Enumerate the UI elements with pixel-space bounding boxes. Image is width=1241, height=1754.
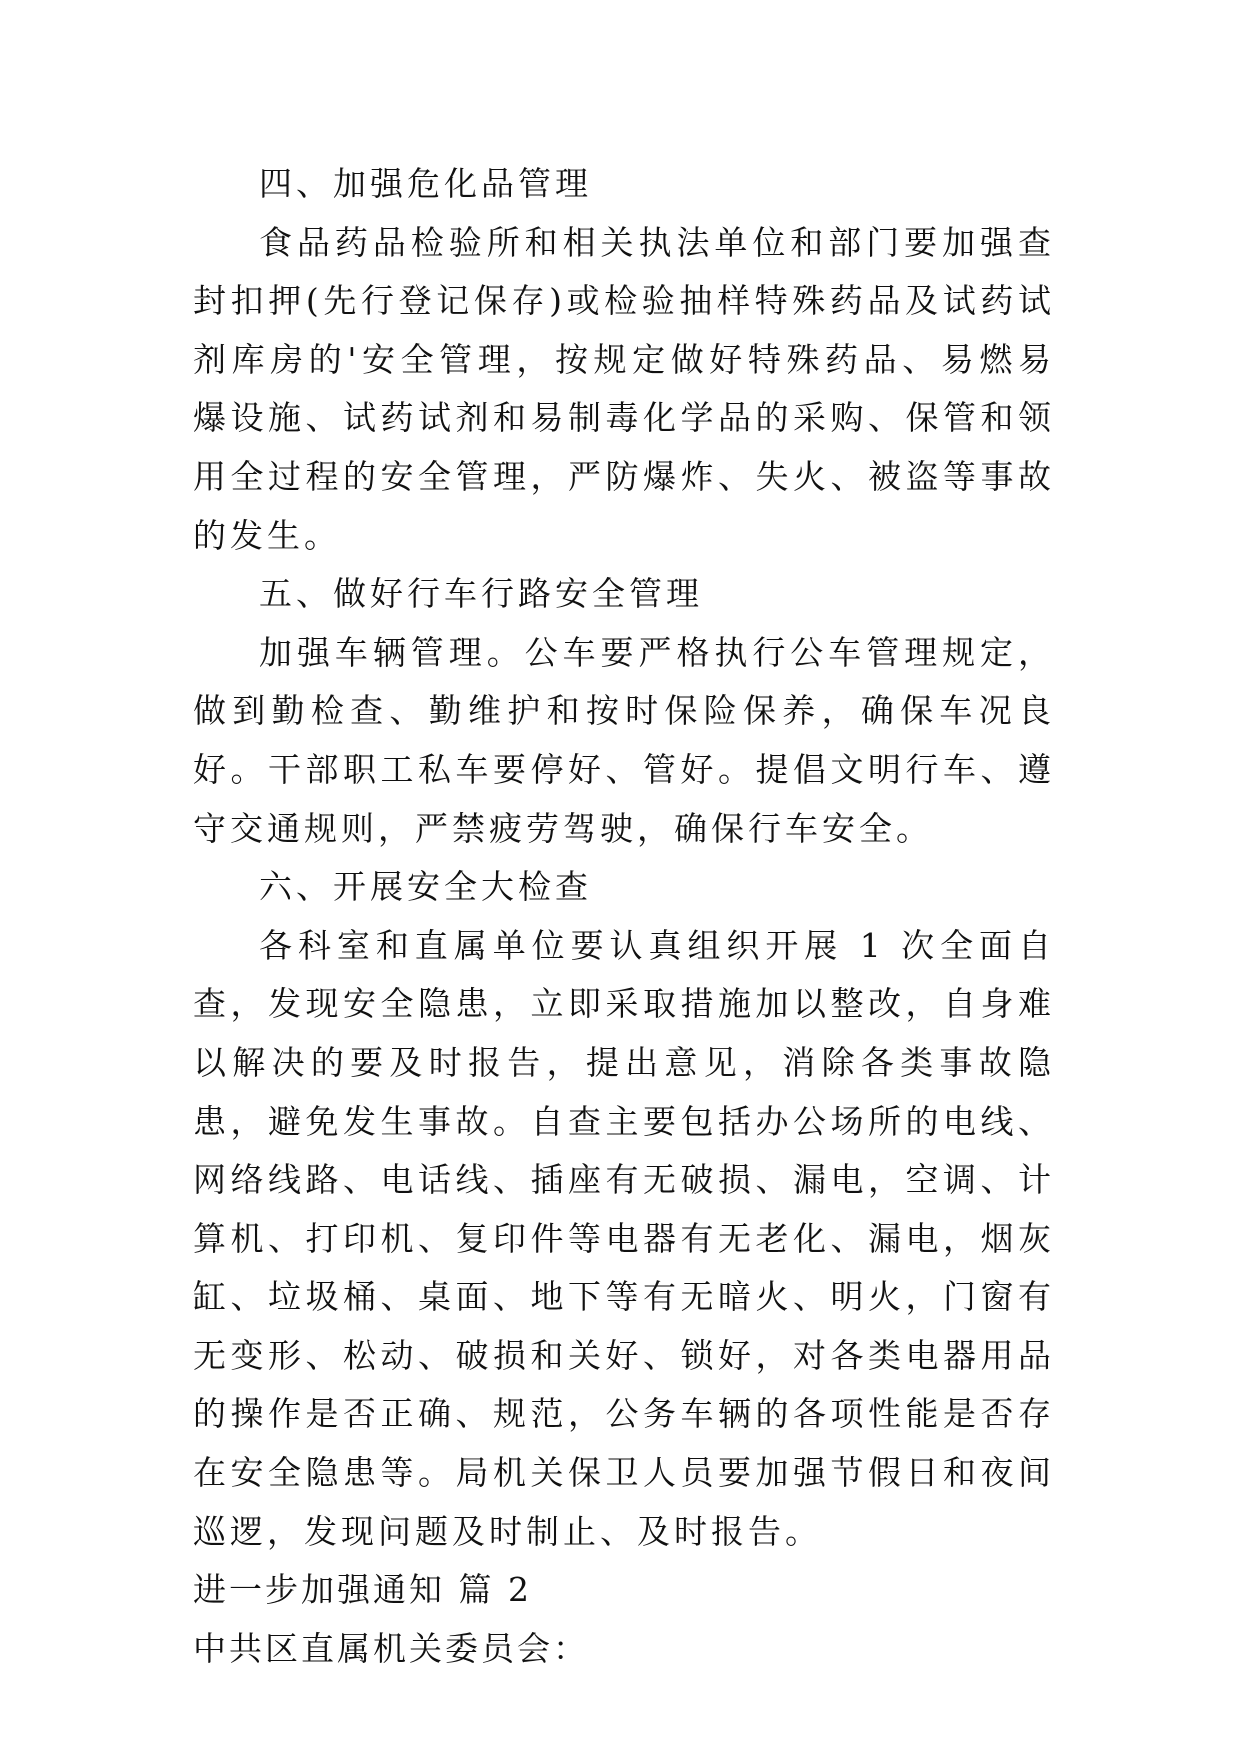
- section-body-5: 加强车辆管理。公车要严格执行公车管理规定，做到勤检查、勤维护和按时保险保养，确保车况良好。干部职工私车要停好、管好。提倡文明行车、遵守交通规则，严禁疲劳驾驶，确保行车安全。: [193, 632, 1055, 848]
- section-heading-5: 五、做好行车行路安全管理: [259, 574, 703, 614]
- section-body-6: 各科室和直属单位要认真组织开展 1 次全面自查，发现安全隐患，立即采取措施加以整改，自身难以解决的要及时报告，提出意见，消除各类事故隐患，避免发生事故。自查主要包括办公场所的电线、网络线路、电话线、插座有无破损、漏电，空调、计算机、打印机、复印件等电器有无老化、漏电，烟灰缸、垃圾桶、桌面、地下等有无暗火、明火，门窗有无变形、松动、破损和关好、锁好，对各类电器用品的操作是否正确、规范，公务车辆的各项性能是否存在安全隐患等。局机关保卫人员要加强节假日和夜间巡逻，发现问题及时制止、及时报告。: [193, 925, 1055, 1551]
- section-body-4: 食品药品检验所和相关执法单位和部门要加强查封扣押(先行登记保存)或检验抽样特殊药品及试药试剂库房的'安全管理，按规定做好特殊药品、易燃易爆设施、试药试剂和易制毒化学品的采购、保管和领用全过程的安全管理，严防爆炸、失火、被盗等事故的发生。: [193, 222, 1055, 555]
- document-body: [193, 155, 1055, 1678]
- section-heading-6: 六、开展安全大检查: [259, 867, 592, 907]
- salutation: 中共区直属机关委员会：: [193, 1628, 589, 1668]
- section-heading-4: 四、加强危化品管理: [259, 164, 592, 203]
- notice-title: 进一步加强通知 篇 2: [193, 1570, 532, 1610]
